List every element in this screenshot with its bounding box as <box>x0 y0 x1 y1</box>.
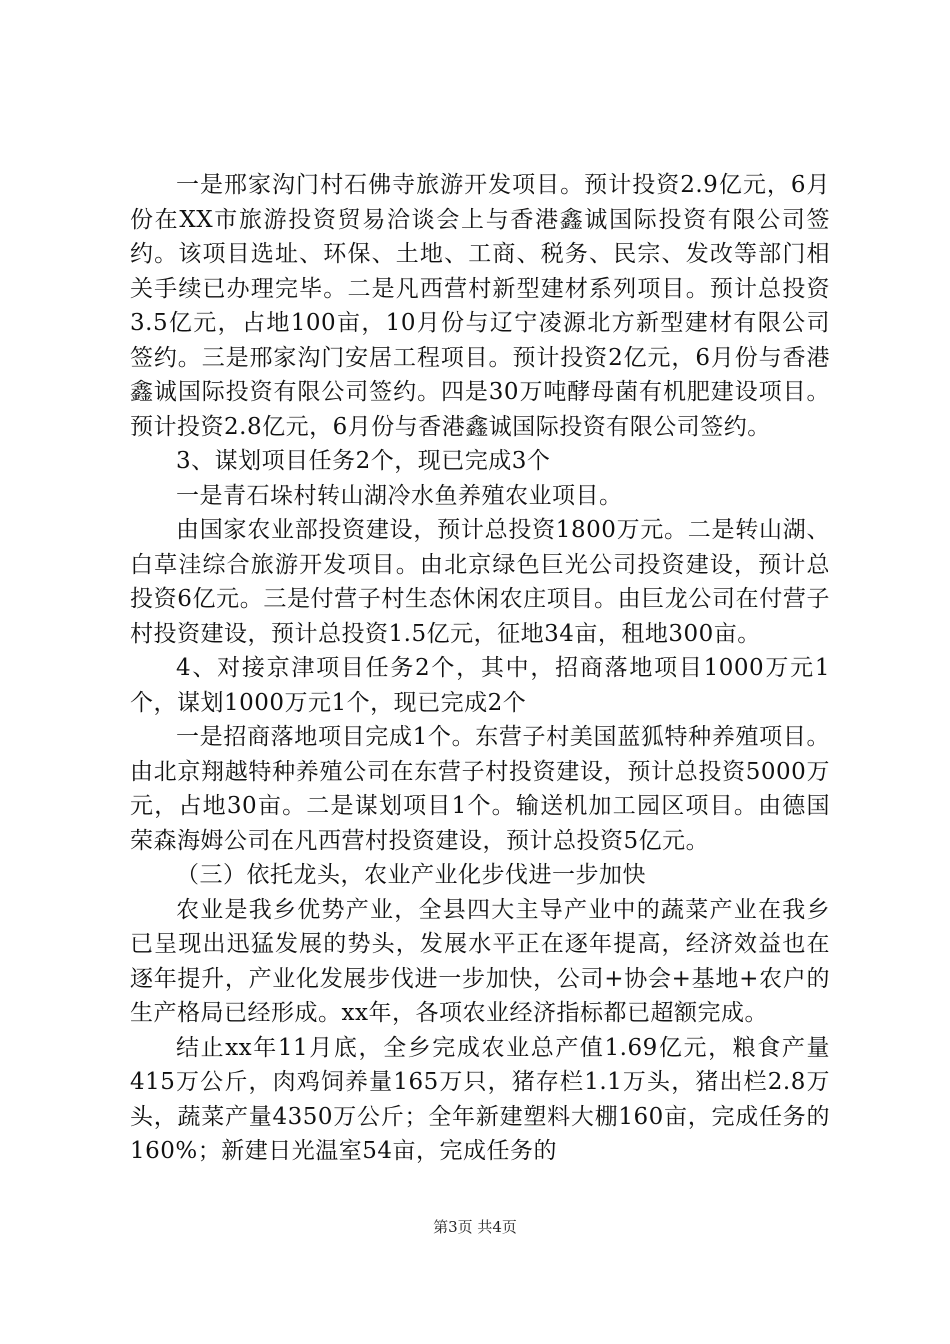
paragraph-8: 农业是我乡优势产业，全县四大主导产业中的蔬菜产业在我乡已呈现出迅猛发展的势头，发展水平正在逐年提高，经济效益也在逐年提升，产业化发展步伐进一步加快，公司+协会+基地+农户的生产格局已经形成。xx年，各项农业经济指标都已超额完成。 <box>130 896 830 1026</box>
paragraph-4: 由国家农业部投资建设，预计总投资1800万元。二是转山湖、白草洼综合旅游开发项目。由北京绿色巨光公司投资建设，预计总投资6亿元。三是付营子村生态休闲农庄项目。由巨龙公司在付营子村投资建设，预计总投资1.5亿元，征地34亩，租地300亩。 <box>130 517 830 647</box>
paragraph-3: 一是青石垛村转山湖冷水鱼养殖农业项目。 <box>176 482 623 509</box>
paragraph-5: 4、对接京津项目任务2个，其中，招商落地项目1000万元1个，谋划1000万元1个，现已完成2个 <box>130 655 830 716</box>
paragraph-6: 一是招商落地项目完成1个。东营子村美国蓝狐特种养殖项目。由北京翔越特种养殖公司在东营子村投资建设，预计总投资5000万元，占地30亩。二是谋划项目1个。输送机加工园区项目。由德国荣森海姆公司在凡西营村投资建设，预计总投资5亿元。 <box>130 724 830 854</box>
paragraph-1: 一是邢家沟门村石佛寺旅游开发项目。预计投资2.9亿元，6月份在XX市旅游投资贸易洽谈会上与香港鑫诚国际投资有限公司签约。该项目选址、环保、土地、工商、税务、民宗、发改等部门相关手续已办理完毕。二是凡西营村新型建材系列项目。预计总投资3.5亿元，占地100亩，10月份与辽宁凌源北方新型建材有限公司签约。三是邢家沟门安居工程项目。预计投资2亿元，6月份与香港鑫诚国际投资有限公司签约。四是30万吨酵母菌有机肥建设项目。预计投资2.8亿元，6月份与香港鑫诚国际投资有限公司签约。 <box>130 172 830 440</box>
paragraph-2: 3、谋划项目任务2个，现已完成3个 <box>176 448 551 474</box>
paragraph-9: 结止xx年11月底，全乡完成农业总产值1.69亿元，粮食产量415万公斤，肉鸡饲养量165万只，猪存栏1.1万头，猪出栏2.8万头，蔬菜产量4350万公斤；全年新建塑料大棚160亩，完成任务的160%；新建日光温室54亩，完成任务的 <box>130 1034 830 1164</box>
page-footer: 第3页 共4页 <box>433 1218 517 1236</box>
document-body <box>130 168 830 1169</box>
paragraph-7: （三）依托龙头，农业产业化步伐进一步加快 <box>176 862 646 888</box>
